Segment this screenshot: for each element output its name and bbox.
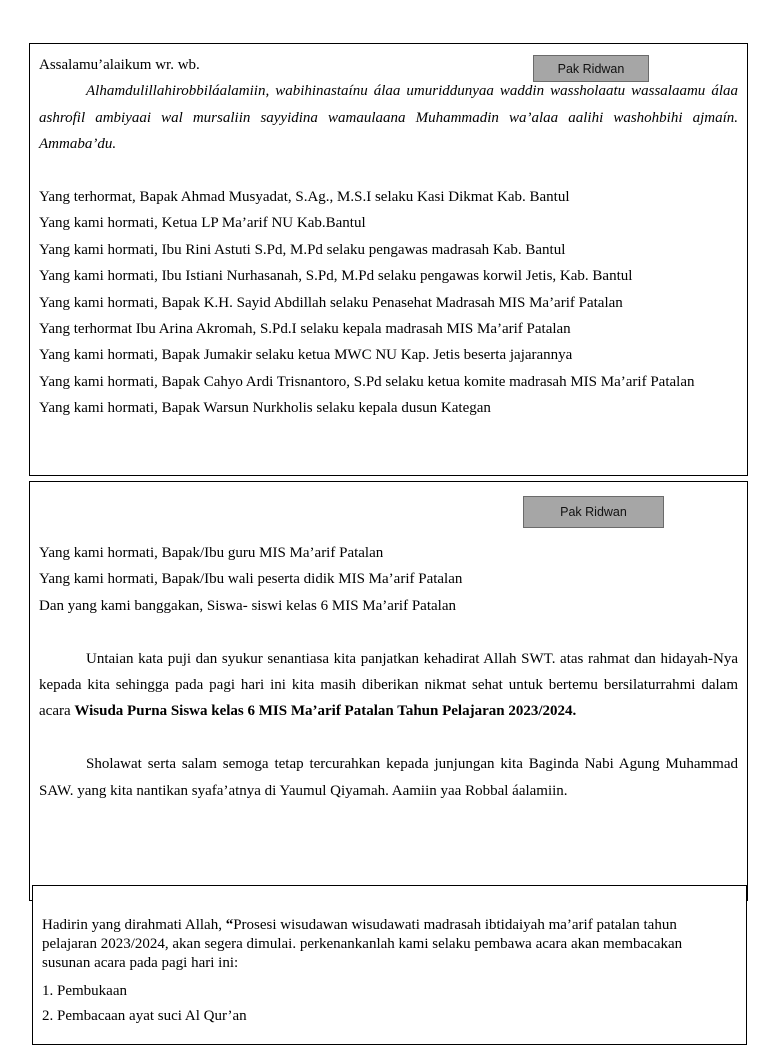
- salutation-line: Yang terhormat, Bapak Ahmad Musyadat, S.Ag., M.S.I selaku Kasi Dikmat Kab. Bantul: [39, 189, 570, 206]
- section-2-text: [39, 540, 738, 804]
- salutation-line: Yang kami hormati, Ketua LP Ma’arif NU Kab.Bantul: [39, 215, 366, 232]
- sholawat-paragraph: Sholawat serta salam semoga tetap tercurahkan kepada junjungan kita Baginda Nabi Agung Muhammad SAW. yang kita nantikan syafa’atnya di Yaumul Qiyamah. Aamiin yaa Robbal áalamiin.: [39, 756, 738, 799]
- salutation-line: Yang kami hormati, Ibu Istiani Nurhasanah, S.Pd, M.Pd selaku pengawas korwil Jetis, Kab. Bantul: [39, 268, 633, 285]
- gratitude-text: Untaian kata puji dan syukur senantiasa kita panjatkan kehadirat Allah SWT. atas rahmat dan hidayah-Nya kepada kita sehingga pada pagi hari ini kita masih diberikan nikmat sehat untuk bertemu bersilaturrahmi dalam acara: [39, 650, 738, 720]
- event-name: Wisuda Purna Siswa kelas 6 MIS Ma’arif Patalan Tahun Pelajaran 2023/2024.: [74, 703, 577, 720]
- salutation-line: Yang kami hormati, Ibu Rini Astuti S.Pd, M.Pd selaku pengawas madrasah Kab. Bantul: [39, 241, 566, 258]
- speech-section-1: [29, 43, 748, 476]
- greeting: Assalamu’alaikum wr. wb.: [39, 57, 200, 73]
- speaker-tag: Pak Ridwan: [533, 55, 649, 82]
- section-3-text: [42, 916, 732, 1029]
- agenda-item: 1. Pembukaan: [42, 983, 127, 999]
- salutation-line: Yang kami hormati, Bapak Cahyo Ardi Trisnantoro, S.Pd selaku ketua komite madrasah MIS Ma’arif Patalan: [39, 373, 695, 390]
- intro-text: Prosesi wisudawan wisudawati madrasah ibtidaiyah ma’arif patalan tahun pelajaran 2023/2024, akan segera dimulai. perkenankanlah kami selaku pembawa acara akan membacakan susunan acara pada pagi hari ini:: [42, 917, 683, 971]
- section-1-text: [39, 52, 738, 422]
- salutation-line: Yang kami hormati, Bapak/Ibu wali peserta didik MIS Ma’arif Patalan: [39, 571, 463, 588]
- agenda-list: [42, 979, 732, 1029]
- salutation-line: Yang kami hormati, Bapak K.H. Sayid Abdillah selaku Penasehat Madrasah MIS Ma’arif Patalan: [39, 294, 623, 311]
- salutation-line: Yang kami hormati, Bapak/Ibu guru MIS Ma’arif Patalan: [39, 545, 384, 561]
- intro-prefix: Hadirin yang dirahmati Allah,: [42, 917, 226, 933]
- speech-section-2: [29, 481, 748, 901]
- gratitude-paragraph: [39, 646, 738, 725]
- salutation-list: [39, 184, 738, 422]
- opening-prayer: Alhamdulillahirobbiláalamiin, wabihinastaínu álaa umuriddunyaa waddin wassholaatu wassalaamu álaa ashrofil ambiyaai wal mursaliin sayyidina wamaulaana Muhammadin wa’alaa aalihi washohbihi ajmaín. Ammaba’du.: [39, 83, 738, 153]
- salutation-line: Dan yang kami banggakan, Siswa- siswi kelas 6 MIS Ma’arif Patalan: [39, 597, 456, 614]
- agenda-intro: [42, 916, 732, 973]
- salutation-line: Yang kami hormati, Bapak Jumakir selaku ketua MWC NU Kap. Jetis beserta jajarannya: [39, 347, 573, 364]
- salutation-line: Yang kami hormati, Bapak Warsun Nurkholis selaku kepala dusun Kategan: [39, 400, 491, 417]
- salutation-line: Yang terhormat Ibu Arina Akromah, S.Pd.I selaku kepala madrasah MIS Ma’arif Patalan: [39, 321, 571, 338]
- agenda-item: 2. Pembacaan ayat suci Al Qur’an: [42, 1008, 247, 1024]
- speech-section-3: [32, 885, 747, 1045]
- quote-mark: “: [225, 917, 234, 933]
- speaker-tag: Pak Ridwan: [523, 496, 664, 528]
